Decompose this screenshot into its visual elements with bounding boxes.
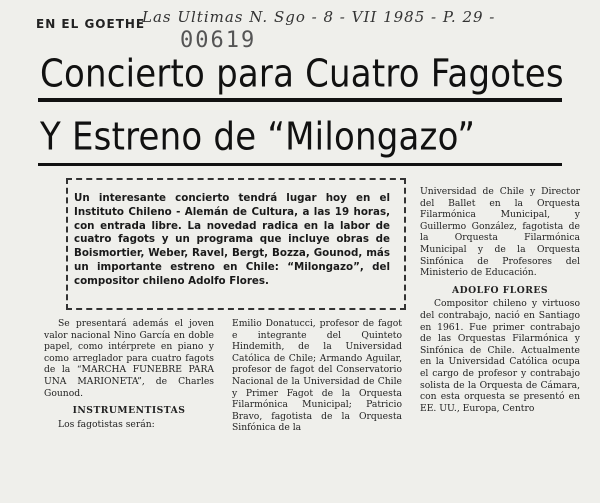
lead-box xyxy=(66,178,406,310)
article-column-2 xyxy=(232,318,402,434)
headline-rule-top xyxy=(38,98,562,102)
headline-line-1: Concierto para Cuatro Fagotes xyxy=(40,52,564,97)
article-column-1 xyxy=(44,318,214,430)
column-3-paragraph-1: Universidad de Chile y Director del Ballet en la Orquesta Filarmónica Municipal, y Guillermo González, fagotista de la Orquesta Filarmónica Municipal y de la Orquesta Sinfónica de Profesores del Ministerio de Educación. xyxy=(420,186,580,279)
column-3-paragraph-2: Compositor chileno y virtuoso del contrabajo, nació en Santiago en 1961. Fue primer contrabajo de las Orquestas Filarmónica y Sinfónica de Chile. Actualmente en la Universidad Católica ocupa el cargo de profesor y contrabajo solista de la Orquesta de Cámara, con esta orquesta se presentó en EE. UU., Europa, Centro xyxy=(420,298,580,414)
column-1-paragraph-2: Los fagotistas serán: xyxy=(58,418,155,430)
article-column-3 xyxy=(420,186,580,414)
subhead-adolfo-flores: ADOLFO FLORES xyxy=(451,284,549,296)
section-kicker: EN EL GOETHE xyxy=(36,17,146,31)
lead-paragraph: Un interesante concierto tendrá lugar hoy en el Instituto Chileno - Alemán de Cultura, a las 19 horas, con entrada libre. La novedad radica en la labor de cuatro fagots y un programa que incluye obras de Boismortier, Weber, Ravel, Bergt, Bozza, Gounod, más un importante estreno en Chile: “Milongazo”, del compositor chileno Adolfo Flores. xyxy=(74,192,390,287)
column-1-paragraph-1: Se presentará además el joven valor nacional Nino García en doble papel, como intérprete en piano y como arreglador para cuatro fagots de la “MARCHA FUNEBRE PARA UNA MARIONETA”, de Charles Gounod. xyxy=(44,318,214,399)
headline-line-2: Y Estreno de “Milongazo” xyxy=(40,115,476,160)
archive-stamp-number: 00619 xyxy=(180,28,257,53)
headline-rule-bottom xyxy=(38,163,562,166)
subhead-instrumentistas: INSTRUMENTISTAS xyxy=(72,405,186,417)
handwritten-source-note: Las Ultimas N. Sgo - 8 - VII 1985 - P. 29 - xyxy=(142,8,496,26)
column-2-paragraph-1: Emilio Donatucci, profesor de fagot e integrante del Quinteto Hindemith, de la Universidad Católica de Chile; Armando Aguilar, profesor de fagot del Conservatorio Nacional de la Universidad de Chile y Primer Fagot de la Orquesta Filarmónica Municipal; Patricio Bravo, fagotista de la Orquesta Sinfónica de la xyxy=(232,318,402,434)
